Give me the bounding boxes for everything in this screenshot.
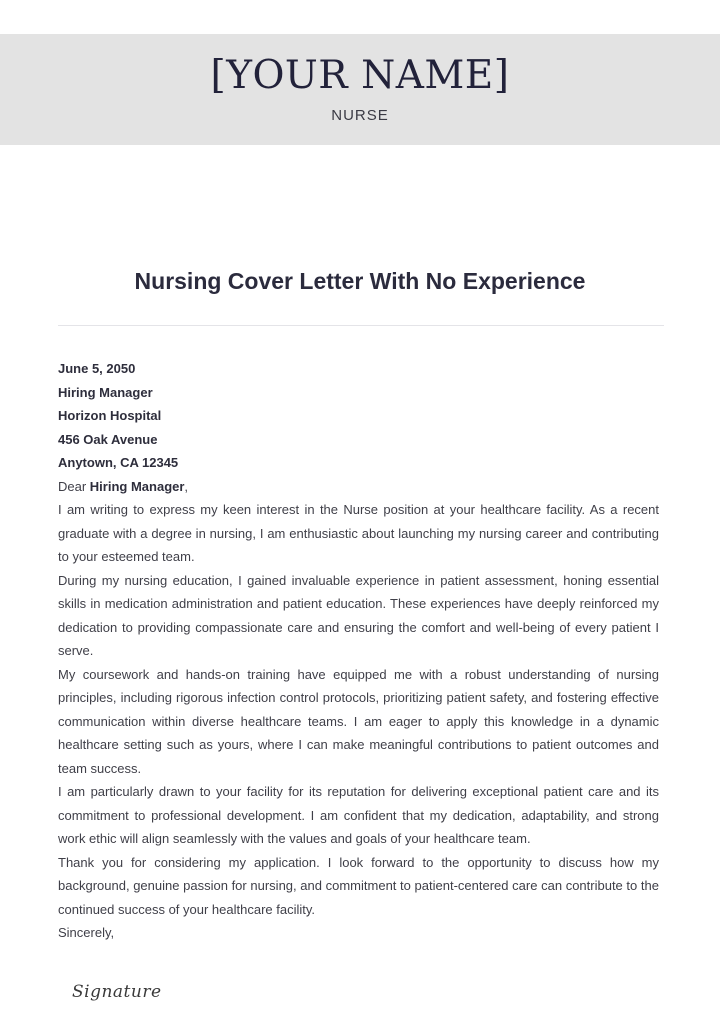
salutation-prefix: Dear (58, 478, 90, 494)
signature: Signature (72, 982, 162, 1002)
letter-paragraph: My coursework and hands-on training have equipped me with a robust understanding of nursing principles, including rigorous infection control protocols, prioritizing patient safety, and fostering effective communication within diverse healthcare teams. I am eager to apply this knowledge in a dynamic healthcare setting such as yours, where I can make meaningful contributions to patient outcomes and team success. (58, 666, 659, 776)
document-title: Nursing Cover Letter With No Experience (134, 268, 586, 294)
salutation-suffix: , (184, 478, 189, 494)
letter-closing: Sincerely, (58, 925, 115, 940)
applicant-name: [YOUR NAME] (210, 53, 510, 98)
letter-paragraph: I am particularly drawn to your facility for its reputation for delivering exceptional patient care and its commitment to professional development. I am confident that my dedication, adaptability, and strong work ethic will align seamlessly with the values and goals of your healthcare team. (58, 784, 659, 846)
letter-date: June 5, 2050 (58, 361, 136, 376)
applicant-role: NURSE (331, 107, 389, 124)
recipient-organization: Horizon Hospital (58, 408, 162, 423)
recipient-street: 456 Oak Avenue (58, 431, 158, 447)
recipient-contact: Hiring Manager (58, 384, 153, 400)
letter-paragraph: Thank you for considering my application. I look forward to the opportunity to discuss how my background, genuine passion for nursing, and commitment to patient-centered care can contribute to the continued success of your healthcare facility. (58, 854, 659, 917)
letter-paragraph: During my nursing education, I gained invaluable experience in patient assessment, honing essential skills in medication administration and patient education. These experiences have deeply reinforced my dedication to providing compassionate care and ensuring the comfort and well-being of every patient I serve. (58, 572, 659, 658)
salutation (58, 475, 659, 499)
salutation-name: Hiring Manager (89, 478, 185, 494)
letter-paragraph: I am writing to express my keen interest in the Nurse position at your healthcare facility. As a recent graduate with a degree in nursing, I am enthusiastic about launching my nursing career and contributing to your esteemed team. (58, 502, 659, 564)
title-divider (58, 325, 664, 326)
recipient-city: Anytown, CA 12345 (58, 455, 179, 470)
letter-body (58, 357, 659, 945)
